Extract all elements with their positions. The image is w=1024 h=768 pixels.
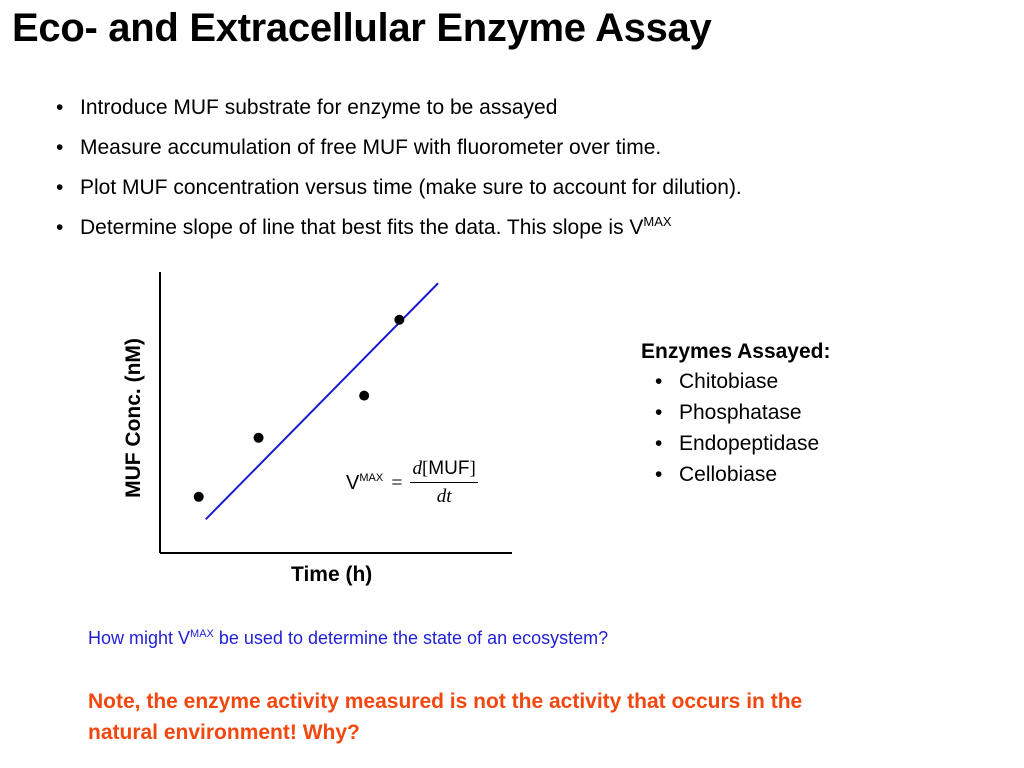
x-axis-label: Time (h) [291, 563, 373, 586]
slide-title: Eco- and Extracellular Enzyme Assay [12, 6, 712, 50]
formula-v: V [346, 471, 360, 494]
bullet-text: Introduce MUF substrate for enzyme to be assayed [80, 96, 558, 119]
enzyme-item: • Phosphatase [655, 397, 830, 428]
enzymes-heading: Enzymes Assayed: [641, 340, 831, 363]
enzyme-list [641, 366, 830, 490]
enzyme-item: • Endopeptidase [655, 428, 830, 459]
formula-numerator [410, 458, 477, 483]
bullet-text: Plot MUF concentration versus time (make sure to account for dilution). [80, 176, 742, 199]
enzyme-item: • Chitobiase [655, 366, 830, 397]
formula-equals: = [391, 471, 403, 494]
question-before: How might V [88, 628, 191, 648]
data-point [394, 315, 404, 325]
vmax-subscript: MAX [643, 214, 672, 229]
numerator-d: d [412, 458, 422, 479]
vmax-formula [346, 455, 478, 511]
question-after: be used to determine the state of an ecosystem? [213, 628, 609, 648]
open-bracket: [ [421, 458, 429, 479]
activity-note: Note, the enzyme activity measured is not the activity that occurs in the natural environment! Why? [88, 690, 803, 744]
data-point [359, 391, 369, 401]
ecosystem-question [88, 628, 608, 649]
y-axis-label: MUF Conc. (nM) [122, 338, 145, 498]
question-subscript: MAX [190, 628, 214, 640]
data-point [254, 433, 264, 443]
enzyme-item: • Cellobiase [655, 459, 830, 490]
data-point [194, 492, 204, 502]
bullet-text: Determine slope of line that best fits the data. This slope is V [80, 216, 644, 239]
numerator-var: MUF [428, 458, 470, 479]
bullet-text: Measure accumulation of free MUF with fluorometer over time. [80, 136, 662, 159]
formula-fraction [410, 458, 477, 508]
close-bracket: ] [469, 458, 476, 479]
formula-denominator: dt [436, 486, 452, 507]
enzymes-assayed-panel [641, 338, 830, 490]
formula-vmax [346, 472, 383, 495]
formula-subscript: MAX [359, 471, 384, 484]
